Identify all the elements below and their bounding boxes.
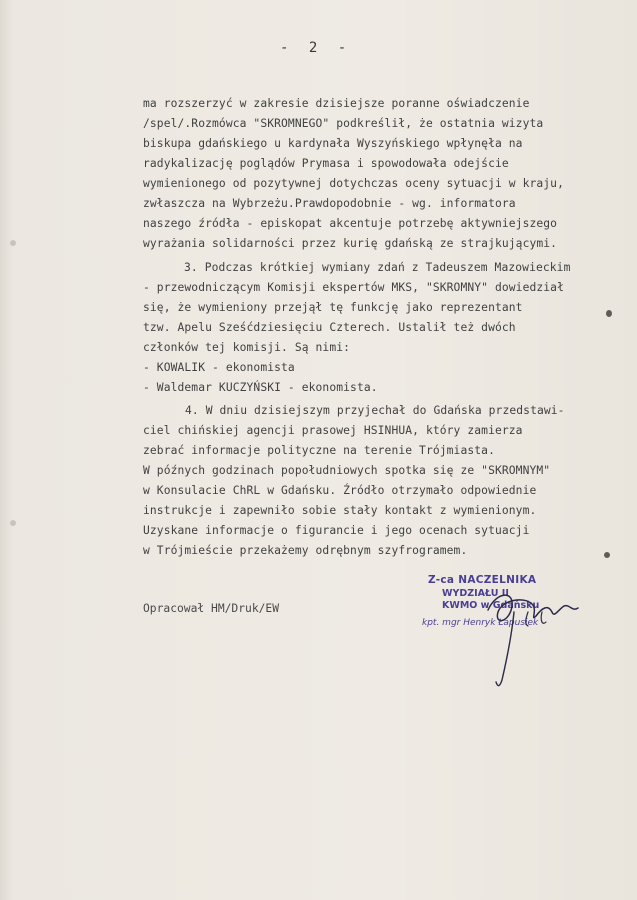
body-line: 3. Podczas krótkiej wymiany zdań z Tadeuszem Mazowieckim [184,261,571,274]
body-line: naszego źródła - episkopat akcentuje potrzebę aktywniejszego [143,217,558,230]
stamp-signatory: kpt. mgr Henryk Łapusiek [422,618,539,628]
ink-speck [604,552,610,558]
stamp-title: Z-ca NACZELNIKA [428,574,537,586]
body-line: /spel/.Rozmówca "SKROMNEGO" podkreślił, że ostatnia wizyta [143,117,544,130]
body-line: wyrażania solidarności przez kurię gdańską ze strajkującymi. [143,237,558,250]
prepared-by-line: Opracował HM/Druk/EW [143,602,280,615]
page-number: - 2 - [280,40,353,56]
body-line: członków tej komisji. Są nimi: [143,341,351,354]
body-line: zwłaszcza na Wybrzeżu.Prawdopodobnie - wg. informatora [143,197,516,210]
body-line: instrukcje i zapewniło sobie stały kontakt z wymienionym. [143,504,537,517]
body-line: w Trójmieście przekażemy odrębnym szyfrogramem. [143,544,468,557]
body-line: radykalizację poglądów Prymasa i spowodowała odejście [143,157,509,170]
body-line: W późnych godzinach popołudniowych spotka się ze "SKROMNYM" [143,464,551,477]
body-line: tzw. Apelu Sześćdziesięciu Czterech. Ustalił też dwóch [143,321,516,334]
punch-hole [10,520,16,526]
body-line: - Waldemar KUCZYŃSKI - ekonomista. [143,381,378,394]
body-line: - KOWALIK - ekonomista [143,361,295,374]
body-line: zebrać informacje polityczne na terenie Trójmiasta. [143,444,495,457]
body-line: ma rozszerzyć w zakresie dzisiejsze poranne oświadczenie [143,97,530,110]
punch-hole [10,240,16,246]
body-line: się, że wymieniony przejął tę funkcję jako reprezentant [143,301,523,314]
body-line: wymienionego od pozytywnej dotychczas oceny sytuacji w kraju, [143,177,564,190]
ink-speck [606,310,612,317]
body-line: 4. W dniu dzisiejszym przyjechał do Gdańska przedstawi- [185,404,565,417]
body-line: w Konsulacie ChRL w Gdańsku. Źródło otrzymało odpowiednie [143,484,537,497]
body-line: ciel chińskiej agencji prasowej HSINHUA, który zamierza [143,424,523,437]
stamp-unit: KWMO w Gdańsku [442,600,540,611]
body-line: biskupa gdańskiego u kardynała Wyszyńskiego wpłynęła na [143,137,523,150]
body-line: Uzyskane informacje o figurancie i jego ocenach sytuacji [143,524,530,537]
stamp-department: WYDZIAŁU II [442,588,509,599]
handwritten-signature [468,582,588,692]
body-line: - przewodniczącym Komisji ekspertów MKS, "SKROMNY" dowiedział [143,281,564,294]
